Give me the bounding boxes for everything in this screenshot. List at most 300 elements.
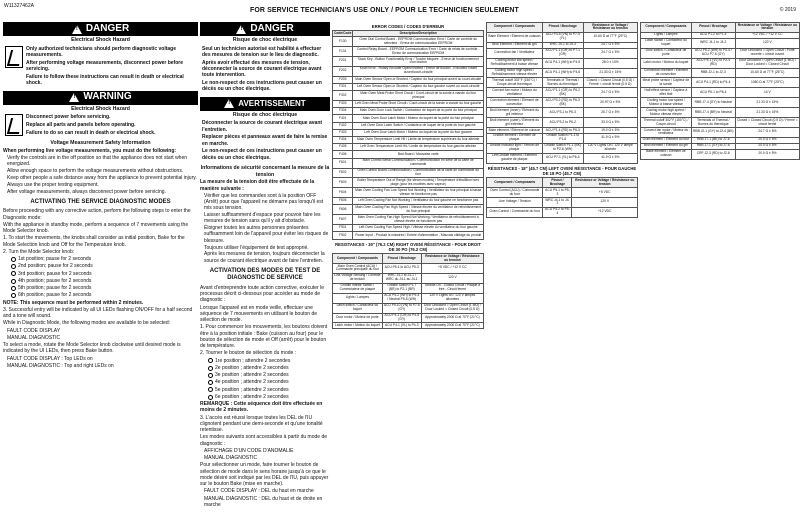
warning-line: Le non-respect de ces instructions peut causer un décès ou un choc électrique. [202, 148, 322, 161]
table-header: Resistance or Voltage / Résistance ou tension [735, 23, 799, 33]
mode-option: MANUAL DIAGNOSTIC [7, 334, 61, 341]
table-cell: Line Voltage / Tension [487, 198, 543, 208]
table-cell: Oven Control (ACU) / Commande du four [487, 188, 543, 198]
warning-triangle-icon [69, 93, 79, 102]
table-row [333, 108, 484, 115]
french-column [200, 22, 330, 509]
warning-subtitle: Electrical Shock Hazard [71, 105, 130, 112]
table-header: Component / Composants [487, 178, 543, 188]
danger-line: Le non-respect de ces instructions peut causer un décès ou un choc électrique. [202, 79, 322, 92]
table-row [641, 38, 800, 48]
table-cell: 14 V [735, 88, 799, 98]
table-row [333, 198, 484, 205]
table-cell: Left Oven Cooling Fan Speed High / Vitesse élevée du ventilateur du four gauche [353, 225, 484, 232]
res-left-title: RÉSISTANCES - 18" (45.7 CM) LEFT OVEN/ RÉSISTANCE - POUR GAUCHE DE 18 PO (45.7 CM) [487, 165, 637, 176]
table-row [333, 115, 484, 122]
table-row [333, 293, 484, 303]
table-cell: Door Unlocked = Open Circuit (1 MΩ) / Door Locked = Closed Circuit (0.5 Ω) [421, 303, 483, 313]
table-cell: Main Oven Meat Probe Short Circuit / Court-circuit de la sonde à viande du four principal [353, 91, 484, 101]
resistance-main-table [332, 253, 484, 329]
table-cell: Griddle element / Élément de plaque [487, 133, 543, 143]
table-cell: F401 [333, 115, 353, 122]
table-cell: 33.3 Ω ± 5% [583, 118, 637, 128]
table-row [487, 108, 638, 118]
table-cell: ACU P3-5 (VN) to P7-5 (YL) [542, 32, 583, 42]
warning-subtitle: Risque de choc électrique [232, 111, 298, 118]
danger-subtitle: Electrical Shock Hazard [71, 37, 130, 43]
danger-subtitle: Risque de choc électrique [232, 37, 298, 43]
knob-step: 6th position; pause for 2 seconds [18, 292, 92, 299]
table-cell: Latch switch / Contacteur du loquet [641, 38, 692, 48]
table-cell: 120 V [421, 273, 483, 283]
table-cell: ACU P1-4 (RD) to P6-3 [542, 128, 583, 134]
table-cell: F605 [333, 198, 353, 205]
mode-led: FAULT CODE DISPLAY : DEL du haut en marche [204, 488, 314, 495]
part-number: W11327462A [4, 3, 34, 9]
table-cell: 24.7 Ω ± 5% [583, 48, 637, 58]
table-cell: F131 [333, 47, 353, 57]
table-cell: Main Oven Sensor Open or Shorted / Capteur du four principal ouvert ou court-circuité [353, 76, 484, 83]
table-header: Component / Composants [333, 254, 383, 264]
warning-line: Replacer pièces et panneaux avant de faire la remise en marche. [202, 134, 328, 147]
table-cell: Bake element / Élément de cuisson [641, 149, 692, 159]
table-cell: Latch motor / Moteur du loquet [333, 323, 383, 329]
danger-title: DANGER [250, 22, 294, 34]
table-cell: RBB J2-1 (GY) to J2-4 (BK) [691, 128, 735, 138]
table-cell: Door motor / Moteur de porte [333, 313, 383, 323]
table-cell: +5 VDC / +12 V CC [421, 264, 483, 274]
danger-line: Seul un technicien autorisé est habilité à effectuer des mesures de tension sur le lieu de diagnostic. [202, 45, 322, 58]
safety-item: Keep other people a safe distance away from the appliance to prevent potential injury. [7, 174, 197, 181]
knob-step: 2nd position; pause for 2 seconds [18, 263, 93, 270]
knob-step: 3rd position; pause for 2 seconds [18, 270, 92, 277]
res-main-title: RESISTANCES - 30" (76.2 CM) RIGHT OVEN/ RÉSISTANCE - POUR DROIT DE 30 PO (76.2 CM) [335, 241, 481, 252]
table-cell: Convect fan motor / Moteur du ventilateur [487, 88, 543, 98]
table-cell: 24.7 Ω ± 5% [583, 42, 637, 48]
modes-note: REMARQUE : Cette séquence doit être effectuée en moins de 2 minutes. [200, 401, 323, 414]
knob-icon [11, 271, 16, 276]
error-codes-title: ERROR CODES / CODES D'ERREUR [371, 24, 445, 29]
table-row [333, 101, 484, 108]
table-cell: Griddle On - Closed Circuit / Plaque à frire - Circuit fermé [421, 283, 483, 293]
warning-triangle-icon [72, 25, 82, 34]
modes-p3: Les modes suivants sont accessibles à partir du mode de diagnostic : [200, 434, 328, 447]
table-cell: F404 [333, 137, 353, 144]
table-cell: Latch switch / Contacteur du loquet [333, 303, 383, 313]
table-cell: Left Oven Meat Probe Short Circuit / Court-circuit de la sonde à viande du four gauche [353, 101, 484, 108]
table-row [641, 68, 800, 78]
table-row [333, 188, 484, 198]
safety-item: Après les mesures de tension, toujours déconnecter la source de courant électrique avant de faire l'entretien. [204, 251, 325, 264]
safety-title: Voltage Measurement Safety Information [50, 140, 151, 147]
table-cell: 120 V [572, 198, 638, 208]
table-cell: Terminals of Thermal / Bornes du thermique [542, 78, 583, 88]
table-cell: ACU P1-2 to P1-4 [691, 32, 735, 38]
table-cell: F604 [333, 188, 353, 198]
table-row [333, 168, 484, 178]
warning-line: Déconnecter la source de courant électrique avant l'entretien. [202, 120, 323, 133]
knob-icon [11, 264, 16, 269]
table-cell: 20.97 Ω ± 5% [583, 98, 637, 108]
knob-icon [208, 387, 213, 392]
table-cell: 41.9 Ω ± 5% [583, 153, 637, 163]
table-cell: 24.7 Ω ± 5% [583, 88, 637, 98]
table-row [333, 137, 484, 144]
table-row [333, 158, 484, 168]
table-cell: Broil element / Élément du gril [641, 143, 692, 149]
table-cell: WRC J4-1 to J4-2 [691, 38, 735, 48]
safety-item: Laisser suffisamment d'espace pour pouvoir faire les mesures de tension sans qu'il y ait d'obstacle. [204, 212, 321, 225]
knob-step: 1re position ; attendre 2 secondes [215, 357, 291, 364]
service-banner: FOR SERVICE TECHNICIAN'S USE ONLY / POUR LE TECHNICIEN SEULEMENT [250, 7, 519, 14]
table-cell: F406 [333, 151, 353, 158]
english-column [3, 22, 198, 370]
table-cell: ACU P3-1 to P6-3 [542, 108, 583, 118]
safety-item: Allow enough space to perform the voltage measurements without obstructions. [7, 168, 184, 175]
table-cell: Boiler Temperature Out of Range (for steam models) / Température d'ébullition hors plage (pour les modèles avec vapeur) [353, 178, 484, 188]
table-header: Resistance or Voltage / Résistance ou tension [583, 23, 637, 33]
table-cell: Left Oven Cooling Fan Not Working / Ventilateur du four gauche ne fonctionne pas [353, 198, 484, 205]
table-row [487, 68, 638, 78]
mode-led: MANUAL DIAGNOSTIC : DEL du haut et de droite en marche [204, 495, 323, 508]
table-row [487, 78, 638, 88]
modes-p1: Avant d'entreprendre toute action corrective, exécuter le processus décrit ci-dessous pour accéder au mode de diagnostic : [200, 284, 324, 304]
table-cell: F304 [333, 108, 353, 115]
table-cell: Closed = Closed Circuit (0.5 Ω) / Fermé = circuit fermé (0.5 Ω) [583, 78, 637, 88]
table-row [333, 122, 484, 129]
table-cell: ACU P5-1 to P5-3 [543, 188, 572, 198]
table-cell: ACU P6-1 to P6-4 [691, 88, 735, 98]
table-cell: Left Griddle element / Élément gauche de plaque [487, 153, 543, 163]
error-codes-column [332, 22, 484, 329]
danger-title: DANGER [85, 22, 130, 34]
table-cell: F602 [333, 168, 353, 178]
table-cell: F302 [333, 91, 353, 101]
table-cell: F402 [333, 122, 353, 129]
table-row [487, 133, 638, 143]
table-cell: Main Oven Cooling Fan High Speed Not Working / Ventilateur de refroidissement à vitesse élevée ne fonctionne pas [353, 215, 484, 225]
table-cell: +12 VDC / +12 V CC [735, 32, 799, 38]
table-row [487, 118, 638, 128]
shock-hazard-icon [5, 114, 23, 136]
knob-step: 2e position ; attendre 2 secondes [215, 364, 289, 371]
modes-step-1: 1. Pour commencer les mouvements, les boutons doivent être à la position initiale : Bake (cuisson au four) pour le bouton de sélection de mode et Off (arrêt) pour le bouton de température. [200, 324, 328, 350]
safety-item: Toujours utiliser l'équipement de test approprié. [204, 244, 309, 251]
warning-title: WARNING [83, 91, 132, 103]
knob-icon [11, 286, 16, 291]
table-row [333, 273, 484, 283]
knob-step: 3e position ; attendre 2 secondes [215, 372, 289, 379]
warning-line: Failure to do so can result in death or electrical shock. [26, 129, 156, 136]
modes-step-2: 2. Tourner le bouton de sélection du mode : [200, 350, 297, 357]
table-cell: Griddle Infinite Switch / Commutateur de plaque [333, 283, 383, 293]
table-row [641, 78, 800, 88]
mode-led: FAULT CODE DISPLAY : Top LEDs on [7, 355, 93, 362]
error-codes-table [332, 30, 484, 239]
table-cell: 10-60 Ω at 77°F (25°C) [735, 68, 799, 78]
resistance-right-column [640, 22, 800, 160]
table-cell: Main Oven Cooling Fan Low Speed Not Working / Ventilateur du four principal à basse vitesse ne fonctionne pas [353, 188, 484, 198]
table-cell: Convection element / Élément de convection [487, 98, 543, 108]
safety-intro: When performing live voltage measurements, you must do the following: [3, 147, 177, 154]
table-cell: CRF J2-3 (RD) to J2-6 [691, 149, 735, 159]
table-cell: WRC J4-1 to J4-1 / WRC du J4-1 au J4-1 [382, 273, 421, 283]
table-cell: ACU P5-1 to ACU P5-3 [382, 264, 421, 274]
table-cell: WRC J5-1 to J5-3 [542, 42, 583, 48]
safety-item: Vérifier que les commandes sont à la position OFF (Arrêt) pour que l'appareil ne démarre pas lorsqu'il est mis sous tension. [204, 192, 324, 212]
table-cell: Griddle Switch P1-7 (BR) to P2-1 (BR) [382, 283, 421, 293]
table-row [487, 98, 638, 108]
table-cell: ACU P4-1 (WH) to P4-6 [542, 68, 583, 78]
knob-step: 5th position; pause for 2 seconds [18, 285, 92, 292]
table-row [333, 323, 484, 329]
table-row [641, 128, 800, 138]
table-cell: Griddle indicator light / Témoin de plaque [487, 143, 543, 153]
table-cell: F301 [333, 84, 353, 91]
mode-option: MANUAL DIAGNOSTIC [204, 455, 258, 462]
resistance-mid-column [486, 22, 638, 218]
table-cell: Approximately 2000 Ω at 70°F (21°C) [421, 323, 483, 329]
modes-p3: While in Diagnostic Mode, the following modes are available to be selected: [3, 320, 171, 327]
danger-box-en [3, 22, 198, 88]
table-cell: 20.0 Ω ± 5% [735, 143, 799, 149]
table-row [333, 225, 484, 232]
table-cell: Latch motor / Moteur du loquet [641, 58, 692, 68]
top-bar [0, 0, 802, 20]
table-row [333, 66, 484, 76]
table-cell: Main Oven Door Latch Motor / Moteur du loquet de la porte du four principal [353, 115, 484, 122]
table-cell: ACU P4-1 (OR) to P4-5 (GY) [382, 313, 421, 323]
table-cell: F901 [333, 225, 353, 232]
table-cell: ACU P7-1 (YL) to P6-3 [542, 153, 583, 163]
modes-note: NOTE: This sequence must be performed within 2 minutes. [3, 299, 144, 306]
table-cell: 21.33 Ω ± 15% [735, 108, 799, 118]
table-row [333, 313, 484, 323]
warning-box-en [3, 91, 198, 138]
table-cell: 24.7 Ω ± 5% [735, 128, 799, 138]
table-cell: 120 V [735, 38, 799, 48]
knob-icon [208, 373, 213, 378]
table-cell: +12 VDC [572, 207, 638, 217]
table-cell: Closed = Closed Circuit (0.5 Ω) / Fermé = circuit fermé [737, 117, 798, 126]
danger-line: Après avoir effectué des mesures de tension, déconnecter la source de courant électrique avant toute intervention. [202, 59, 322, 78]
modes-step-2: 2. Turn the Mode Selector knob: [3, 248, 75, 255]
table-cell: Convect fan motor / Moteur du ventilateur [641, 128, 692, 138]
table-row [333, 232, 484, 239]
table-cell: Cooling motor high speed / Refroidissement vitesse élevée [487, 68, 543, 78]
table-cell: Terminals of Thermal / Bornes du thermique [691, 118, 735, 128]
copyright: © 2019 [779, 7, 796, 13]
knob-icon [11, 279, 16, 284]
danger-line: Failure to follow these instructions can result in death or electrical shock. [26, 73, 184, 86]
table-row [487, 198, 638, 208]
table-row [333, 144, 484, 151]
table-cell: Oven Control Board Communication / Communication de la carte de commande du four [353, 168, 484, 178]
knob-icon [11, 257, 16, 262]
modes-p2: Lorsque l'appareil est en mode veille, effectuer une séquence de 7 mouvements en utilisant le bouton de sélection de mode. [200, 304, 318, 324]
table-cell: ACU P5-2 (WH) to P5-4 / Neutral P5-5 (WH) [382, 293, 421, 303]
table-header: Component / Composants [641, 23, 692, 33]
table-cell: F607 [333, 215, 353, 225]
table-row [333, 283, 484, 293]
modes-p4: To select a mode, rotate the Mode Selector knob clockwise until desired mode is indicated by the UI LEDs, then press Bake button. [3, 342, 181, 355]
table-cell: Convection fan / Ventilateur [487, 48, 543, 58]
table-row [333, 129, 484, 136]
table-row [641, 98, 800, 108]
table-cell: Broil Element / Élément du gril [487, 42, 543, 48]
table-cell: F203 [333, 76, 353, 83]
table-cell: Line Voltage Sensing / Contrôle de tension [334, 273, 381, 282]
modes-step-3: 3. Successful entry will be indicated by all UI LEDs flashing ON/OFF for a half second and a tone will sound. [3, 306, 193, 320]
table-cell: Left Oven Temperature Limit Hit / Limite de température du four gauche atteinte [353, 144, 484, 151]
table-row [333, 151, 484, 158]
table-cell: F902 [333, 232, 353, 239]
table-cell: F403 [333, 129, 353, 136]
resistance-mid-table [486, 22, 638, 164]
table-cell: Left Oven Sensor Open or Shorted / Capteur du four gauche ouvert ou court-circuité [353, 84, 484, 91]
table-cell: RBB J7-1 (GY) to J7-6 [691, 143, 735, 149]
table-header: Component / Composants [487, 23, 543, 33]
table-cell: Door switch / Contacteur de porte [641, 48, 692, 58]
mode-led: MANUAL DIAGNOSTIC : Top and right LEDs on [7, 362, 114, 369]
table-cell: Bad Board / Mauvaise carte [353, 151, 484, 158]
modes-p4: Pour sélectionner un mode, faire tourner le bouton de sélection de mode dans le sens horaire jusqu'à ce que le mode désiré soit indiqué par les DEL de l'IU, puis appuyer sur le bouton Bake (mise en marche). [200, 462, 329, 488]
table-cell: Half effect sensor / Capteur à effet Hall [641, 88, 692, 98]
table-cell: ACU P4-1 (VL) to P4-3 [382, 323, 421, 329]
mode-option: FAULT CODE DISPLAY [7, 327, 61, 334]
table-cell: Bake element / Élément de cuisson [487, 128, 543, 134]
table-cell: 10-60 Ω at 77°F (25°C) [583, 32, 637, 42]
table-cell: Left Oven Door Latch Motor / Moteur du loquet de la porte du four gauche [353, 129, 484, 136]
table-cell: Oven element / Élément du four [641, 137, 692, 143]
table-row [641, 149, 800, 159]
warning-line: Replace all parts and panels before operating. [26, 121, 136, 128]
table-cell: Thermal cutoff 302°F (150°C) / Coupe-circuit [641, 118, 692, 128]
table-cell: Knob Error - Rotary Encoder Open/Shorted / Erreur de bouton - Encodeur rotatif ouvert/court-circuité [353, 66, 484, 76]
table-cell: RBB J7-4 (GY) to Neutral [691, 98, 735, 108]
modes-step-3: 3. L'accès est réussi lorsque toutes les DEL de l'IU clignotent pendant une demi-seconde et qu'une tonalité retentisse. [200, 414, 323, 434]
table-cell: Meat probe sensor / Capteur de la sonde [641, 78, 692, 88]
table-cell: 120 V Lights On / 120 V lampe allumée [583, 143, 637, 153]
safety-item: After voltage measurements, always disconnect power before servicing. [7, 188, 166, 195]
table-cell: F201 [333, 57, 353, 67]
table-cell: F303 [333, 101, 353, 108]
table-cell: ACU P4-1 (RD) to P4-4 [691, 78, 735, 88]
table-row [333, 84, 484, 91]
mode-option: AFFICHAGE D'UN CODE D'ANOMALIE [204, 447, 294, 454]
table-header: Pinout / Brochage [543, 178, 572, 188]
modes-title: ACTIVATING THE SERVICE DIAGNOSTIC MODES [30, 198, 171, 205]
table-row [333, 303, 484, 313]
knob-step: 4th position; pause for 2 seconds [18, 277, 92, 284]
warning-triangle-icon [236, 25, 246, 34]
resistance-left-table [486, 177, 638, 218]
table-header: Pinout / Brochage [691, 23, 735, 33]
knob-icon [208, 395, 213, 400]
table-cell: Door Unlocked = Open Circuit / Porte ouverte = circuit ouvert [735, 48, 799, 58]
knob-step: 5e position ; attendre 2 secondes [215, 386, 289, 393]
danger-box-fr [200, 22, 330, 94]
table-cell: ACU P5-2 (WH) to P5-4 / ACU P7-6 (GY) [691, 48, 735, 58]
table-row [487, 153, 638, 163]
table-cell: Door Unlocked = Open Circuit (1 MΩ) / Door Locked = Closed Circuit [735, 58, 799, 68]
table-cell: Main Oven Door Lock Switch / Contacteur de loquet de la porte du four principal [353, 108, 484, 115]
knob-step: 4e position ; attendre 2 secondes [215, 379, 289, 386]
table-cell: Convection element / Élément de convection [641, 68, 692, 78]
table-cell: WRC J4-1 to J4-2 [543, 198, 572, 208]
knob-icon [208, 358, 213, 363]
table-cell: Oven Control / Commande du four [487, 207, 543, 217]
table-cell: Lights / Lampes [641, 32, 692, 38]
table-cell: 21.33 Ω ± 15% [735, 98, 799, 108]
table-cell: RBB J2-1 to J2-3 [691, 68, 735, 78]
table-row [487, 48, 638, 58]
modes-title: ACTIVATION DES MODES DE TEST DE DIAGNOSTIC DE SERVICE [209, 267, 321, 282]
table-row [333, 215, 484, 225]
table-row [641, 118, 800, 128]
table-cell: ACU P5-1 (VL) to P2-4 (RD) [691, 58, 735, 68]
table-cell: RBB J7-1 (BK) to J7-6 [691, 137, 735, 143]
table-cell: F130 [333, 37, 353, 47]
table-cell: 28.0 ± 10% [583, 58, 637, 68]
table-cell: Lights / Lampes [333, 293, 383, 303]
knob-icon [11, 293, 16, 298]
table-row [641, 58, 800, 68]
table-row [641, 108, 800, 118]
danger-line: Only authorized technicians should perform diagnostic voltage measurements. [26, 45, 177, 58]
table-header: Resistance or Voltage / Résistance ou tension [421, 254, 483, 264]
table-row [333, 76, 484, 83]
table-cell: Main Oven Control (ACU) / Commande principale du four [333, 264, 383, 274]
warning-title: AVERTISSEMENT [238, 98, 306, 108]
table-header: Code/Code [334, 30, 352, 35]
table-cell: 21.33 Ω ± 15% [583, 68, 637, 78]
table-cell: RBB J7-4 (BR) to Neutral [691, 108, 735, 118]
modes-p1: Before proceeding with any corrective action, perform the following steps to enter the Diagnostic mode: [3, 208, 191, 221]
table-cell: Power Input - Product is miswired / Entrée d'alimentation - Mauvais câblage du produit [353, 232, 484, 239]
table-cell: Main Oven Cooling Fan High Speed / Vitesse élevée du ventilateur de refroidissement du four principal [353, 205, 484, 215]
table-cell: Cooling motor low speed / Refroidissement à basse vitesse [487, 58, 543, 68]
table-row [487, 188, 638, 198]
table-cell: ACU P1-1 (GR) to P7-1 (GR) [542, 48, 583, 58]
danger-line: After performing voltage measurements, disconnect power before servicing. [26, 59, 183, 72]
table-cell: Control Relay Board - EEPROM Communication Error / Carte de relais de contrôle - Erreur de communication EEPROM [353, 47, 484, 57]
table-cell: ACU P5-2 to P5-4 [543, 207, 572, 217]
table-cell: F202 [333, 66, 353, 76]
modes-step-1: 1. To start the movements, the knobs shall consider as initial position, Bake for the Mode Selection knob and Off for the Temperature knob. [3, 235, 185, 248]
table-cell: 20.0 Ω ± 5% [735, 149, 799, 159]
table-row [333, 178, 484, 188]
knob-step: 1st position; pause for 2 seconds [18, 256, 92, 263]
table-cell: Main Oven Temperature Limit Hit / Limite de température supérieure du four atteinte [353, 137, 484, 144]
table-row [487, 143, 638, 153]
table-cell: ACU P1-1 (GR) to P6-2 (BK) [542, 88, 583, 98]
table-row [641, 48, 800, 58]
table-cell: Broil element (outer) / Élément du gril extérieur [487, 118, 543, 128]
table-cell: 41.9 Ω ± 5% [583, 133, 637, 143]
safety-item: Éloigner toutes les autres personnes présentes suffisamment loin de l'appareil pour éviter les risques de blessure. [204, 225, 329, 244]
safety-item: Verify the controls are in the off position so that the appliance does not start when energized. [7, 155, 188, 168]
table-cell: F603 [333, 178, 353, 188]
knob-icon [208, 380, 213, 385]
table-cell: Main Control Serial Communication / Communication en série de la carte de commande [353, 158, 484, 168]
knob-icon [208, 366, 213, 371]
table-cell: F606 [333, 205, 353, 215]
table-row [333, 91, 484, 101]
table-cell: ACU P4-1 (WH) to P4-5 [542, 58, 583, 68]
modes-p2: With the appliance in standby mode, perform a sequence of 7 movements using the Mode Selector knob. [3, 221, 189, 235]
table-header: Pinout / Brochage [382, 254, 421, 264]
